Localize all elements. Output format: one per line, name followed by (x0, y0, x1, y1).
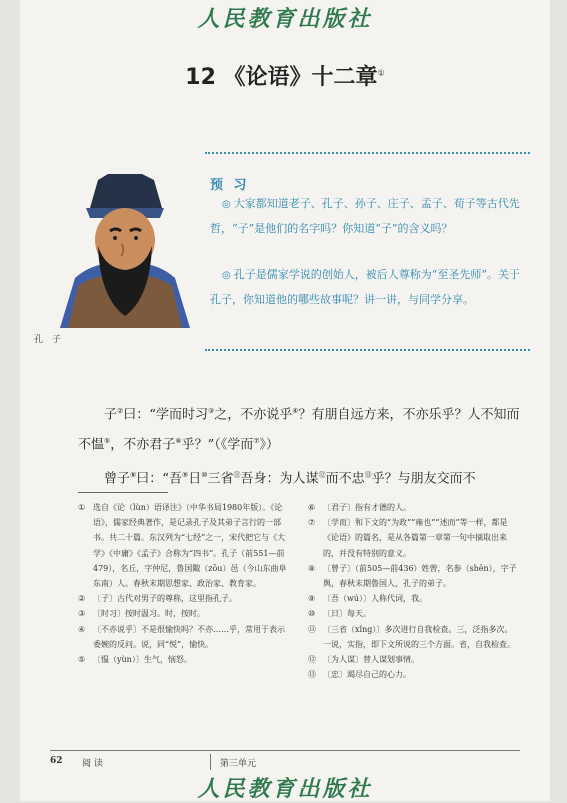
preview-top-border (205, 152, 530, 154)
footnote-number: ⑨ (308, 594, 316, 604)
text-run: 曾子 (104, 471, 131, 487)
footnote-mark: ⑩ (201, 471, 208, 479)
footnote-text: 〔忠〕竭尽自己的心力。 (323, 670, 411, 680)
textbook-page (20, 0, 550, 801)
footnote-number: ② (78, 594, 86, 604)
lesson-title-text: 12 《论语》十二章 (185, 65, 378, 90)
footnote-text: 〔曾子〕（前505—前436）姓曾，名参（shēn），字子舆，春秋末期鲁国人，孔子的弟子。 (323, 563, 517, 589)
footnote-item (308, 591, 518, 606)
preview-item-2 (210, 263, 520, 311)
preview-heading: 预 习 (210, 178, 250, 193)
footnote-mark: ⑧ (130, 471, 137, 479)
footnote-item (308, 500, 518, 515)
footer-unit: 第三单元 (220, 759, 257, 769)
footnote-item (308, 652, 518, 667)
publisher-watermark-top: 人民教育出版社 (197, 6, 373, 32)
footer-separator (210, 754, 211, 770)
footnote-rule (78, 492, 168, 493)
footnotes-left-column (78, 500, 288, 667)
footnotes-right-column (308, 500, 518, 682)
text-run: 子 (104, 407, 118, 423)
footnote-number: ⑬ (308, 670, 316, 680)
footnote-item (308, 622, 518, 652)
preview-bottom-border (205, 349, 530, 351)
footnote-mark: ⑬ (364, 471, 372, 479)
footnote-text: 选自《论（lùn）语译注》（中华书局1980年版）。《论语》，儒家经典著作，是记录孔子及其弟子言行的一部书。共二十篇。东汉列为“七经”之一，宋代把它与《大学》《中庸》《孟子》合称为“四书”。孔子（前551—前479），名丘，字仲尼，鲁国陬（zōu）邑（今山东曲阜东南）人。春秋末期思想家、政治家、教育家。 (93, 503, 287, 589)
lesson-title (20, 60, 550, 91)
footnote-mark: ⑦ (253, 437, 260, 446)
text-run: 吾身：为人谋 (240, 471, 319, 487)
footnote-text: 〔为人谋〕替人谋划事情。 (323, 655, 419, 665)
footnote-number: ⑩ (308, 609, 316, 619)
footer-section: 阅 读 (82, 759, 103, 769)
preview-item-1 (210, 192, 520, 240)
footnote-item (78, 500, 288, 591)
footnote-number: ⑤ (78, 655, 86, 665)
footnote-mark: ② (117, 407, 124, 415)
footnote-text: 〔吾（wú）〕人称代词，我。 (323, 594, 427, 604)
footnote-item (78, 622, 288, 652)
footnote-text: 〔日〕每天。 (323, 609, 371, 619)
text-run: 之，不亦说乎 (214, 407, 293, 423)
footnote-text: 〔子〕古代对男子的尊称，这里指孔子。 (93, 594, 237, 604)
footnote-text: 〔君子〕指有才德的人。 (323, 503, 411, 512)
footnote-item (308, 561, 518, 591)
footnote-item (308, 515, 518, 561)
footnote-item (78, 591, 288, 606)
footnote-number: ④ (78, 624, 86, 634)
footnote-text: 〔不亦说乎〕不是很愉快吗？不亦……乎，常用于表示委婉的反问。说，同“悦”，愉快。 (93, 624, 285, 649)
footer-rule (50, 750, 520, 751)
ring-bullet-icon: ◎ (222, 199, 231, 210)
text-run: 曰：“学而时习 (123, 407, 208, 423)
footnote-mark: ③ (207, 407, 215, 415)
footnote-text: 〔学而〕和下文的“为政”“雍也”“述而”等一样，都是《论语》的篇名，是从各篇第一章第一句中摘取出来的，并没有特别的意义。 (323, 518, 508, 558)
footnote-mark: ⑤ (104, 437, 111, 446)
preview-item-1-text: 大家都知道老子、孔子、孙子、庄子、孟子、荀子等古代先哲，“子”是他们的名字吗？你知道“子”的含义吗？ (210, 197, 520, 235)
main-paragraph-1 (78, 398, 528, 459)
title-footnote-mark: ① (377, 68, 385, 78)
footnote-mark: ⑨ (181, 471, 189, 479)
text-run: ？有朋自远方来，不亦乐乎？人不知而不愠 (78, 407, 520, 453)
footnote-number: ③ (78, 609, 86, 619)
footnote-item (308, 606, 518, 621)
text-run: 三省 (207, 471, 234, 487)
footnote-number: ① (78, 503, 86, 512)
page-number: 62 (50, 756, 63, 766)
text-run: 日 (188, 471, 202, 487)
footnote-item (78, 652, 288, 667)
footnote-number: ⑪ (308, 624, 316, 634)
footnote-number: ⑥ (308, 503, 316, 512)
ring-bullet-icon: ◎ (222, 270, 231, 281)
footnote-item (78, 606, 288, 621)
preview-item-2-text: 孔子是儒家学说的创始人，被后人尊称为“至圣先师”。关于孔子，你知道他的哪些故事呢？讲一讲，与同学分享。 (210, 268, 520, 306)
footnote-number: ⑫ (308, 655, 316, 665)
text-run: 乎？”（《学而 (181, 437, 254, 453)
footnote-mark: ⑪ (233, 471, 241, 479)
footnote-mark: ④ (292, 407, 299, 415)
main-paragraph-2 (78, 462, 528, 492)
footnote-mark: ⑥ (175, 437, 182, 446)
footnote-item (308, 667, 518, 682)
text-run: 》） (259, 437, 280, 453)
portrait-caption: 孔 子 (34, 335, 64, 345)
footnote-mark: ⑫ (318, 471, 326, 479)
footnote-text: 〔时习〕按时温习。时，按时。 (93, 609, 205, 619)
footnote-number: ⑦ (308, 518, 316, 528)
text-run: 曰：“吾 (136, 471, 182, 487)
text-run: 乎？与朋友交而不 (371, 471, 476, 487)
confucius-portrait (50, 168, 200, 328)
footnote-text: 〔愠（yùn）〕生气，恼怒。 (93, 655, 192, 665)
footnote-text: 〔三省（xǐng）〕多次进行自我检查。三，泛指多次。一说，实指，即下文所说的三个方面。省，自我检查。 (323, 624, 515, 649)
publisher-watermark-bottom: 人民教育出版社 (197, 776, 373, 802)
text-run: 而不忠 (325, 471, 365, 487)
text-run: ，不亦君子 (110, 437, 176, 453)
footnote-number: ⑧ (308, 563, 316, 573)
